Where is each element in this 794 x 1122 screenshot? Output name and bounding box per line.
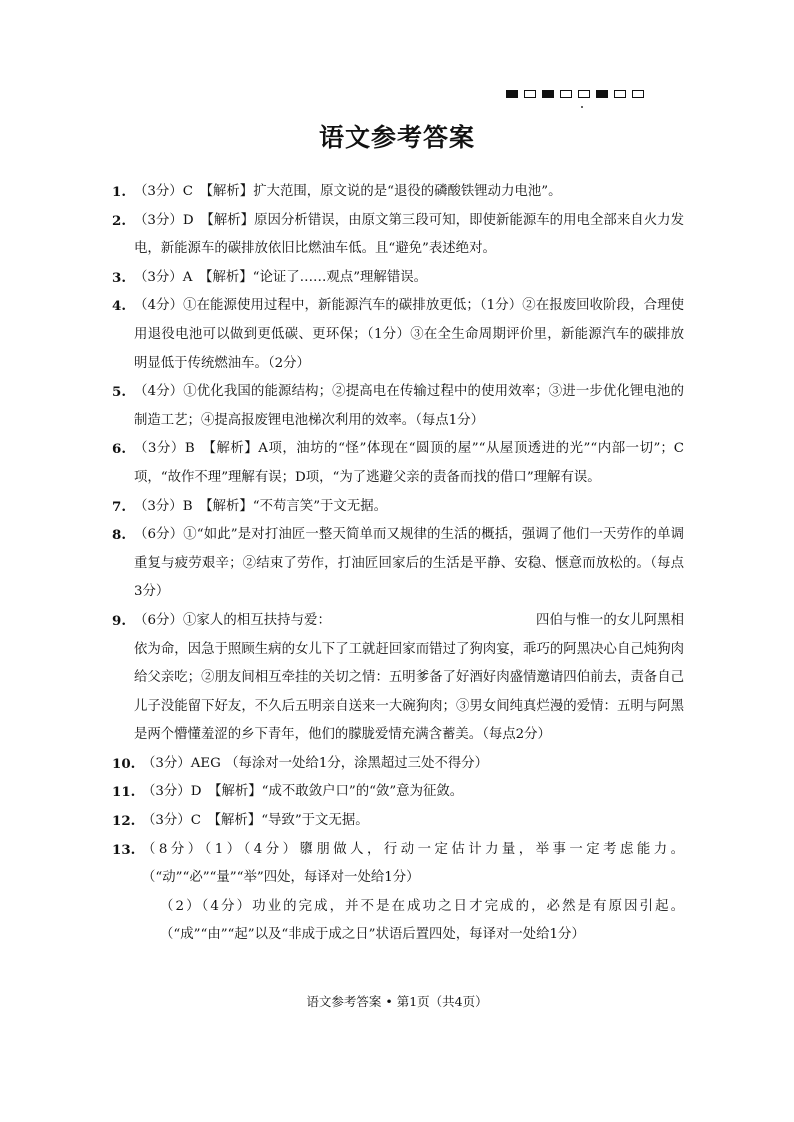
answer-12: [112, 807, 684, 836]
mark-filled: [506, 90, 518, 98]
answer-11: [112, 778, 684, 807]
answer-6: [112, 435, 684, 492]
answer-text: （4分）①优化我国的能源结构；②提高电在传输过程中的使用效率；③进一步优化锂电池的制造工艺；④提高报废锂电池梯次利用的效率。（每点1分）: [134, 384, 684, 428]
answer-number: 4.: [112, 298, 126, 315]
mark-empty: [614, 90, 626, 98]
answer-2: [112, 207, 684, 264]
answer-text: （3分）C 【解析】“导致”于文无据。: [142, 813, 369, 829]
mark-empty: [632, 90, 644, 98]
answer-number: 7.: [112, 498, 126, 515]
answer-8: [112, 521, 684, 607]
answer-text: （3分）D 【解析】原因分析错误，由原文第三段可知，即使新能源车的用电全部来自火力发电，新能源车的碳排放依旧比燃油车低。且“避免”表述绝对。: [134, 212, 684, 257]
answer-text: （3分）D 【解析】“成不敢敛户口”的“敛”意为征敛。: [142, 784, 464, 800]
answer-text: （4分）①在能源使用过程中，新能源汽车的碳排放更低；（1分）②在报废回收阶段，合理使用退役电池可以做到更低碳、更环保；（1分）③在全生命周期评价里，新能源汽车的碳排放明显低于传统燃油车。（2分）: [134, 298, 684, 371]
answer-5: [112, 378, 684, 435]
answer-text: （3分）AEG （每涂对一处给1分，涂黑超过三处不得分）: [142, 755, 489, 771]
answer-text-a: （6分）①家人的相互扶持与爱：: [134, 612, 331, 628]
answer-7: [112, 493, 684, 522]
mark-filled: [596, 90, 608, 98]
answer-text: （3分）A 【解析】“论证了……观点”理解错误。: [134, 269, 427, 285]
answer-number: 5.: [112, 384, 126, 401]
answer-13: [112, 836, 684, 950]
answer-1: [112, 178, 684, 207]
mark-filled: [542, 90, 554, 98]
answer-text: （6分）①“如此”是对打油匠一整天简单而又规律的生活的概括，强调了他们一天劳作的单调重复与疲劳艰辛；②结束了劳作，打油匠回家后的生活是平静、安稳、惬意而放松的。（每点3分）: [134, 527, 684, 600]
mark-empty: [560, 90, 572, 98]
registration-marks: [506, 90, 644, 98]
answer-text-b: 四伯与惟一的女儿阿黑相依为命，因急于照顾生病的女儿下了工就赶回家而错过了狗肉宴，乖巧的阿黑决心自己炖狗肉给父亲吃；②朋友间相互牵挂的关切之情：五明爹备了好酒好肉盛情邀请四伯前去，责备自己儿子没能留下好友，不久后五明亲自送来一大碗狗肉；③男女间纯真烂漫的爱情：五明与阿黑是两个懵懂羞涩的乡下青年，他们的朦胧爱情充满含蓄美。（每点2分）: [134, 612, 685, 743]
answer-text: （3分）B 【解析】“不苟言笑”于文无据。: [134, 498, 387, 514]
answer-3: [112, 264, 684, 293]
dot: [581, 106, 583, 108]
mark-empty: [578, 90, 590, 98]
answer-number: 3.: [112, 269, 126, 286]
answer-text: （3分）C 【解析】扩大范围，原文说的是“退役的磷酸铁锂动力电池”。: [134, 184, 562, 199]
answer-number: 12.: [112, 813, 136, 830]
answer-13-sub: （2）（4分）功业的完成，并不是在成功之日才完成的，必然是有原因引起。（“成”“由”“起”以及“非成于成之日”状语后置四处，每译对一处给1分）: [160, 898, 684, 943]
page-footer: 语文参考答案 • 第1页（共4页）: [306, 994, 488, 1009]
answer-number: 10.: [112, 755, 136, 772]
answer-text: （3分）B 【解析】A项，油坊的“怪”体现在“圆顶的屋”“从屋顶透进的光”“内部一切”；C项，“故作不理”理解有误；D项，“为了逃避父亲的责备而找的借口”理解有误。: [134, 441, 684, 485]
answer-number: 13.: [112, 841, 136, 858]
answer-number: 1.: [112, 184, 126, 200]
answer-text: （8分）（1）（4分）隳朋做人，行动一定估计力量，举事一定考虑能力。（“动”“必”“量”“举”四处，每译对一处给1分）: [142, 841, 684, 886]
answer-10: [112, 750, 684, 779]
page-title: 语文参考答案: [318, 123, 475, 152]
answer-number: 11.: [112, 784, 136, 801]
answer-4: [112, 292, 684, 378]
answer-number: 9.: [112, 612, 126, 629]
mark-empty: [524, 90, 536, 98]
answer-number: 6.: [112, 441, 126, 458]
answer-number: 8.: [112, 527, 126, 544]
answer-9: [112, 607, 684, 750]
answer-number: 2.: [112, 212, 126, 229]
answer-list: [112, 178, 684, 950]
